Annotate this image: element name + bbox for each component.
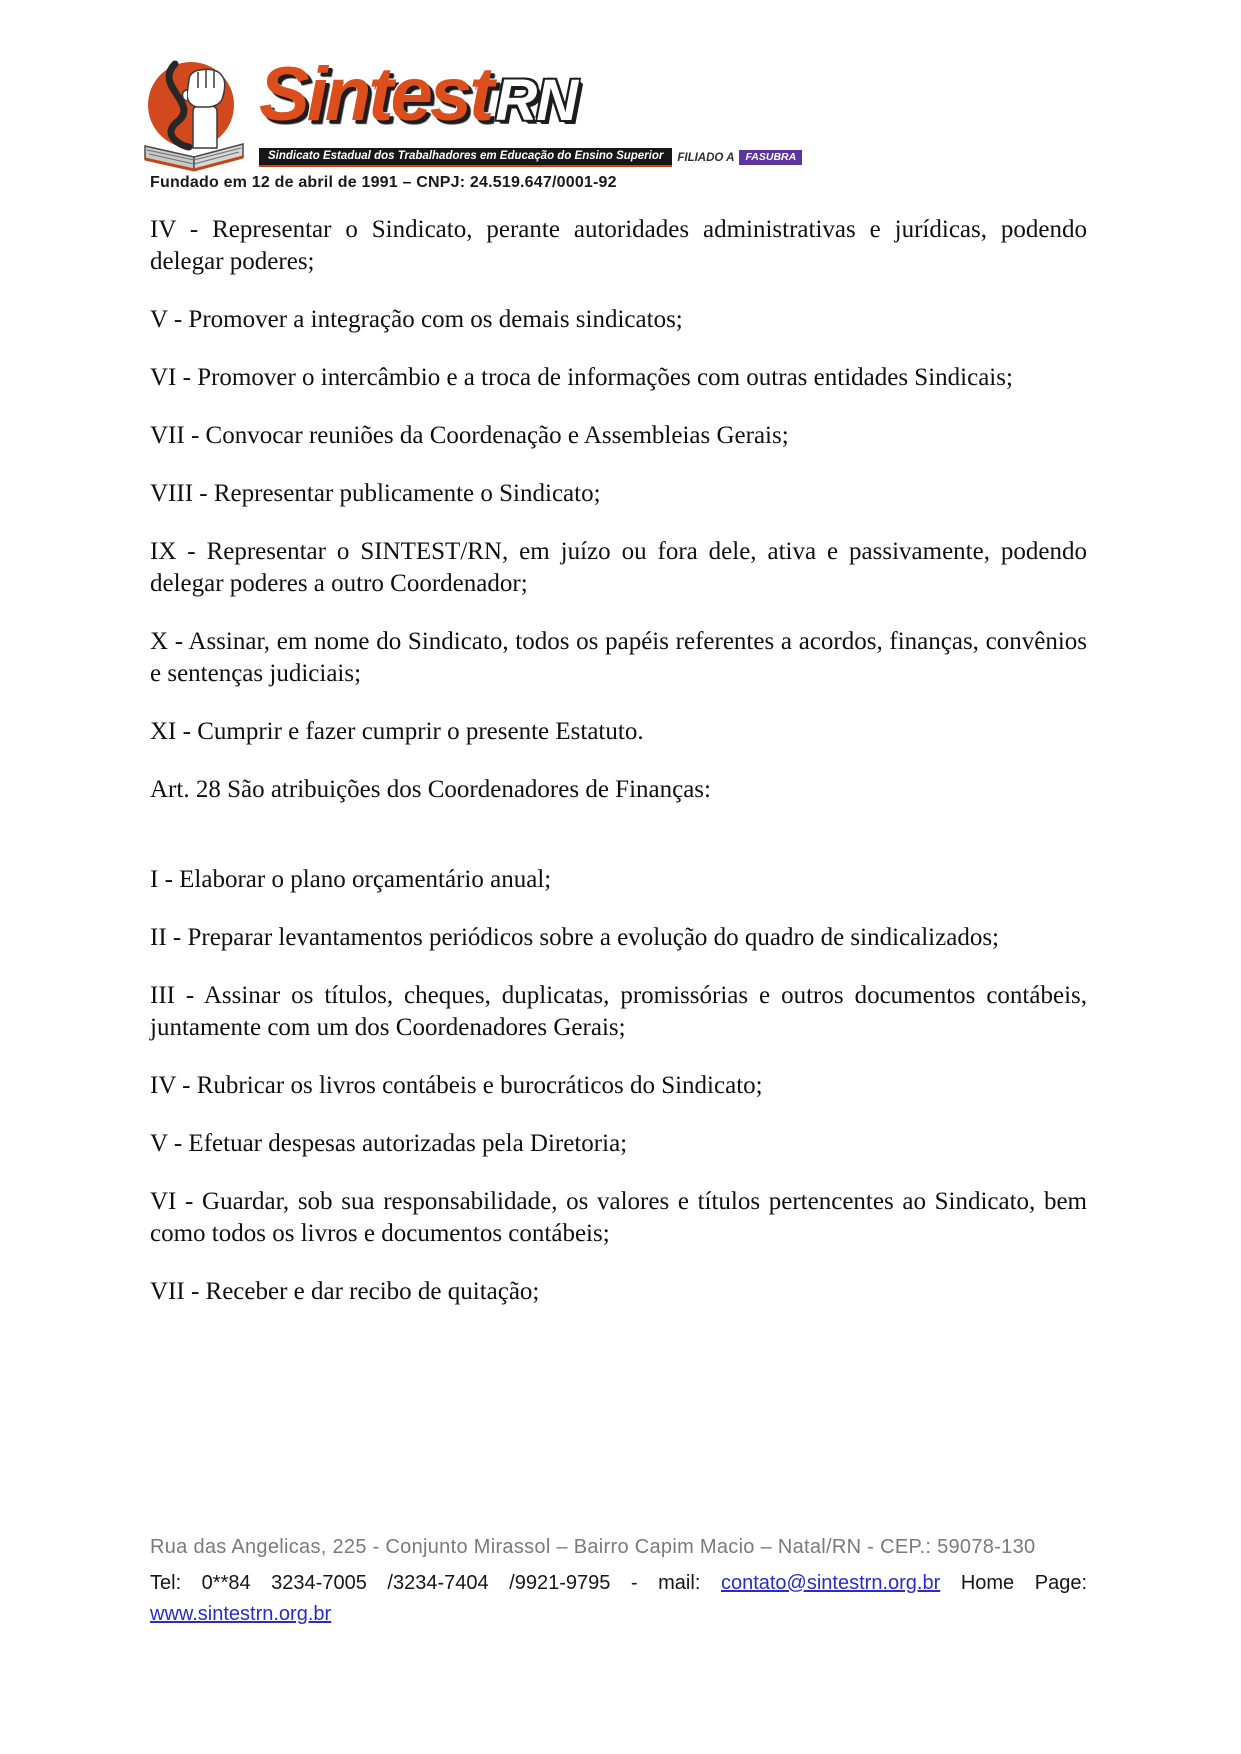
statute-paragraph: VIII - Representar publicamente o Sindicato; (150, 480, 601, 507)
founded-cnpj-line: Fundado em 12 de abril de 1991 – CNPJ: 24.519.647/0001-92 (150, 174, 617, 191)
statute-paragraph: XI - Cumprir e fazer cumprir o presente Estatuto. (150, 718, 644, 745)
address-line: Rua das Angelicas, 225 - Conjunto Mirassol – Bairro Capim Macio – Natal/RN - CEP.: 59078-130 (150, 1536, 1036, 1558)
phone-numbers: Tel: 0**84 3234-7005 /3234-7404 /9921-9795 - mail: (150, 1572, 701, 1594)
statute-paragraph: VI - Guardar, sob sua responsabilidade, os valores e títulos pertencentes ao Sindicato, bem como todos os livros e documentos contábeis; (150, 1188, 1087, 1247)
statute-paragraph: X - Assinar, em nome do Sindicato, todos os papéis referentes a acordos, finanças, convênios e sentenças judiciais; (150, 628, 1087, 687)
statute-paragraph: V - Efetuar despesas autorizadas pela Diretoria; (150, 1130, 628, 1157)
statute-text (0, 192, 1241, 1308)
statute-paragraph: IV - Representar o Sindicato, perante autoridades administrativas e jurídicas, podendo delegar poderes; (150, 216, 1087, 275)
fist-and-book-logo-icon (137, 60, 255, 172)
letterhead (0, 0, 1241, 192)
sintest-logo (137, 52, 1087, 164)
statute-paragraph: IX - Representar o SINTEST/RN, em juízo ou fora dele, ativa e passivamente, podendo delegar poderes a outro Coordenador; (150, 538, 1087, 597)
page-footer (150, 1536, 1087, 1630)
website-link[interactable]: www.sintestrn.org.br (150, 1603, 332, 1625)
statute-paragraph: II - Preparar levantamentos periódicos sobre a evolução do quadro de sindicalizados; (150, 924, 999, 951)
homepage-label: Home Page: (960, 1572, 1088, 1594)
statute-paragraph: IV - Rubricar os livros contábeis e burocráticos do Sindicato; (150, 1072, 763, 1099)
statute-paragraph: VII - Convocar reuniões da Coordenação e Assembleias Gerais; (150, 422, 789, 449)
statute-article-heading: Art. 28 São atribuições dos Coordenadores de Finanças: (150, 776, 711, 803)
logo-tagline: Sindicato Estadual dos Trabalhadores em Educação do Ensino Superior (259, 148, 672, 167)
logo-region: RN (495, 68, 578, 133)
contact-line (150, 1568, 1087, 1630)
logo-wordmark (259, 52, 802, 167)
logo-name: Sintest (259, 52, 492, 137)
statute-paragraph: VII - Receber e dar recibo de quitação; (150, 1278, 540, 1305)
statute-paragraph: III - Assinar os títulos, cheques, duplicatas, promissórias e outros documentos contábeis, juntamente com um dos Coordenadores Gerais; (150, 982, 1087, 1041)
affiliation-prefix: FILIADO A (677, 151, 735, 164)
email-link[interactable]: contato@sintestrn.org.br (720, 1572, 941, 1594)
fasubra-badge: FASUBRA (739, 150, 802, 165)
statute-paragraph: VI - Promover o intercâmbio e a troca de informações com outras entidades Sindicais; (150, 364, 1013, 391)
statute-paragraph: I - Elaborar o plano orçamentário anual; (150, 866, 552, 893)
statute-paragraph: V - Promover a integração com os demais sindicatos; (150, 306, 683, 333)
